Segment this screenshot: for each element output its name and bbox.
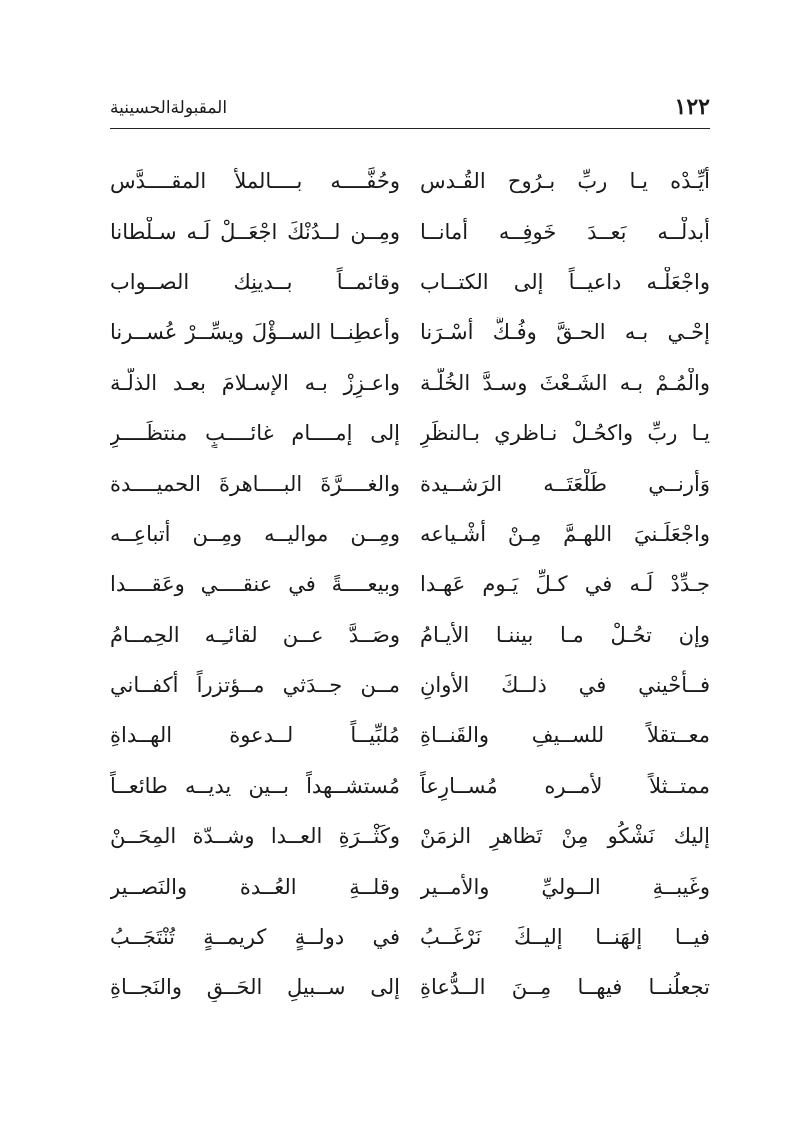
verse-line	[110, 509, 710, 559]
second-hemistich: مُستشــهداً بــين يديــه طائعــاً	[110, 773, 400, 798]
first-hemistich: جـدِّدْ لَـه في كـلِّ يَـوم عَهـدا	[420, 572, 710, 597]
verse-line	[110, 660, 710, 710]
second-hemistich: وحُفَّــــه بــــالملأ المقــــدَّس	[110, 169, 400, 194]
verse-line	[110, 861, 710, 911]
verse-line	[110, 156, 710, 206]
verse-line	[110, 408, 710, 458]
first-hemistich: وإن تحُـلْ مـا بيننـا الأيـامُ	[420, 622, 710, 647]
page-number: ١٢٢	[674, 94, 710, 120]
first-hemistich: يـا ربِّ واكحُـلْ نـاظري بـالنظَرِ	[420, 421, 710, 446]
second-hemistich: وأعطِنــا الســؤْلَ ويسِّــرْ عُســرنا	[110, 320, 400, 345]
first-hemistich: أبدلْــه بَعــدَ خَوفِــه أمانــا	[420, 219, 710, 244]
first-hemistich: وغَيبــةِ الــوليِّ والأمــير	[420, 874, 710, 899]
first-hemistich: معــتقلاً للســيفِ والقَنــاةِ	[420, 723, 710, 748]
second-hemistich: وقائمــاً بــدينِك الصــواب	[110, 269, 400, 294]
first-hemistich: إحْـي بـه الحـقَّ وفُـكَّ أسْـرَنا	[420, 320, 710, 345]
first-hemistich: ممتــثلاً لأمــره مُســارِعاً	[420, 773, 710, 798]
verse-line	[110, 458, 710, 508]
first-hemistich: فيــا إلهَنــا إليــكَ نَرْغَــبُ	[420, 925, 710, 950]
verse-line	[110, 962, 710, 1012]
first-hemistich: فــأحْيني في ذلــكَ الأوانِ	[420, 673, 710, 698]
second-hemistich: إلى ســبيلِ الحَــقِ والنَجــاةِ	[110, 975, 400, 1000]
second-hemistich: في دولــةٍ كريمــةٍ تُنْتَجَــبُ	[110, 925, 400, 950]
second-hemistich: وبيعــــةً في عنقــــي وعَقــــدا	[110, 572, 400, 597]
verse-line	[110, 358, 710, 408]
second-hemistich: ومِــن لــدُنْكَ اجْعَــلْ لَـه سـلْطانا	[110, 219, 400, 244]
running-head-title: المقبولةالحسينية	[110, 98, 228, 118]
verse-line	[110, 206, 710, 256]
second-hemistich: ومِــن مواليــه ومِــن أتباعِــه	[110, 521, 400, 546]
first-hemistich: والْمُـمْ بـه الشَـعْثَ وسـدَّ الخُلّـة	[420, 370, 710, 395]
verse-line	[110, 610, 710, 660]
verse-line	[110, 257, 710, 307]
first-hemistich: واجْعَلَـنيَ اللهـمَّ مِـنْ أشْـياعه	[420, 521, 710, 546]
second-hemistich: وكَثْــرَةِ العــدا وشــدّة المِحَــنْ	[110, 824, 400, 849]
verse-line	[110, 912, 710, 962]
second-hemistich: مــن جــدَثي مــؤتزراً أكفــاني	[110, 673, 400, 698]
running-head	[110, 92, 710, 126]
second-hemistich: إلى إمــــام غائــــبٍ منتظَــــرِ	[110, 421, 400, 446]
first-hemistich: تجعلُنــا فيهــا مِــنَ الــدُّعاةِ	[420, 975, 710, 1000]
verse-line	[110, 710, 710, 760]
second-hemistich: وصَــدَّ عــن لقائـِـه الحِمــامُ	[110, 622, 400, 647]
verse-line	[110, 761, 710, 811]
second-hemistich: مُلبِّيــاً لــدعوة الهــداةِ	[110, 723, 400, 748]
second-hemistich: والغــــرَّةَ البــــاهرةَ الحميــــدة	[110, 471, 400, 496]
first-hemistich: وَأرنــي طَلْعَتَــه الرَشــيدة	[420, 471, 710, 496]
second-hemistich: واعـزِزْ بـه الإسـلامَ بعـد الذلّـة	[110, 370, 400, 395]
first-hemistich: إليك نَشْكُو مِنْ تَظاهرِ الزمَنْ	[420, 824, 710, 849]
first-hemistich: واجْعَلْـه داعيــاً إلى الكتــاب	[420, 269, 710, 294]
verse-line	[110, 811, 710, 861]
verse-line	[110, 559, 710, 609]
header-rule	[110, 128, 710, 129]
first-hemistich: أيِّـدْه يـا ربِّ بـرُوح القُـدس	[420, 169, 710, 194]
poem-body	[110, 156, 710, 1013]
second-hemistich: وقلــةِ العُــدة والنَصــير	[110, 874, 400, 899]
verse-line	[110, 307, 710, 357]
